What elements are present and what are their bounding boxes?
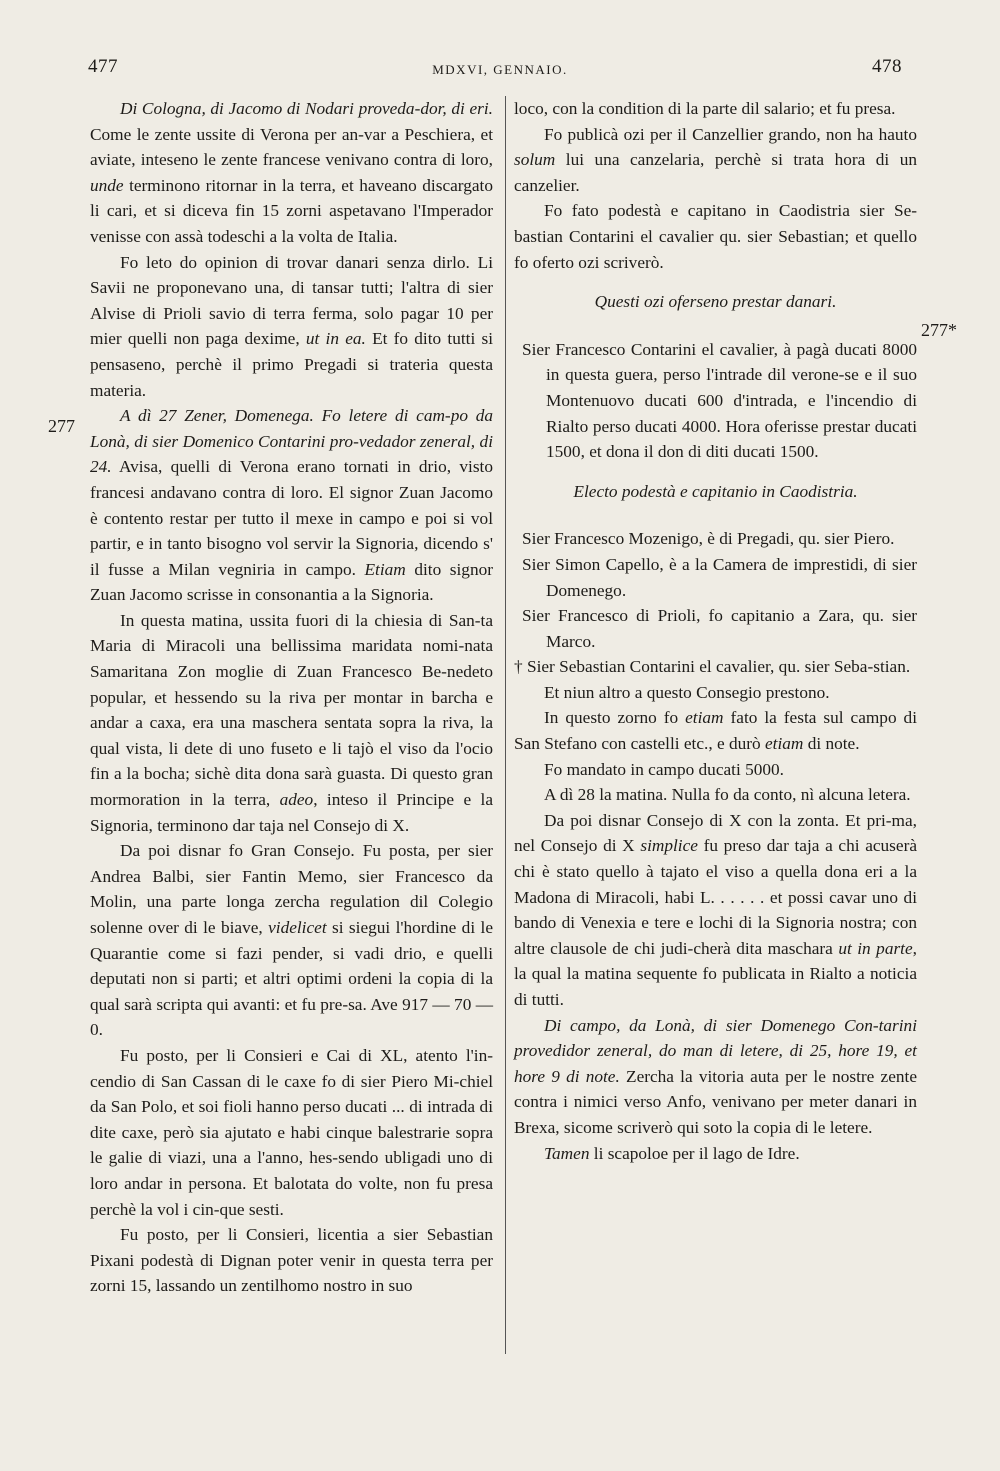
paragraph: Fu posto, per li Consieri, licentia a sier Sebastian Pixani podestà di Dignan poter venir in questa terra per zorni 15, lassando un zentilhomo nostro in suo — [90, 1225, 493, 1296]
running-header-title: MDXVI, GENNAIO. — [432, 62, 568, 77]
text: Zercha la vitoria auta per le nostre zente contra i nimici verso Anfo, venivano per meter danari in Brexa, sicome scriverò qui soto la copia di le letere. — [514, 1066, 917, 1137]
right-column — [514, 96, 917, 1166]
page-number-left: 477 — [88, 56, 118, 77]
italic-text: Di campo, da Lonà, di sier Domenego Con-tarini provedidor zeneral, do man di letere, di 25, hore 19, et hore 9 di note. — [514, 1015, 917, 1086]
paragraph: A dì 28 la matina. Nulla fo da conto, nì alcuna letera. — [544, 785, 911, 805]
text: si siegui l'hordine di le Quarantie come si fazi pender, si vadi drio, e quelli deputati non si parti; et altri optimi ordeni la copia di la qual sarà scripta qui avanti: et fu pre-sa. Ave 917 — 70 — 0. — [90, 918, 493, 1040]
italic-text: etiam — [685, 708, 724, 728]
column-divider — [505, 96, 506, 1354]
text: In questo zorno fo — [544, 708, 686, 728]
paragraph: Et niun altro a questo Consegio prestono. — [544, 682, 830, 702]
paragraph — [90, 403, 493, 608]
candidate-entry: Sier Francesco di Prioli, fo capitanio a Zara, qu. sier Marco. — [522, 606, 917, 651]
italic-text: simplice — [640, 836, 698, 856]
paragraph — [514, 705, 917, 756]
paragraph: Fo fato podestà e capitano in Caodistria sier Se-bastian Contarini el cavalier qu. sier Sebastian; et quello fo oferto ozi scriverò. — [514, 201, 917, 272]
page-number-right: 478 — [872, 56, 902, 77]
text: , inteso il Principe e la Signoria, terminono dar taja nel Consejo di X. — [90, 790, 493, 835]
italic-text: unde — [90, 175, 124, 195]
text: , la qual la matina sequente fo publicata in Rialto a noticia di tutti. — [514, 938, 917, 1009]
italic-text: videlicet — [268, 918, 327, 937]
text: di note. — [803, 734, 860, 754]
paragraph — [90, 608, 493, 838]
text: lui una canzelaria, perchè si trata hora di un canzelier. — [514, 150, 917, 195]
candidate-entry: Sier Simon Capello, è a la Camera de imprestidi, di sier Domenego. — [522, 554, 917, 600]
text: In questa matina, ussita fuori di la chiesia di San-ta Maria di Miracoli una bellissima maridata nomi-nata Samaritana Zon moglie di Zuan Francesco Be-nedeto popular, et hessendo su la riva per montar in barcha e andar a caxa, era una maschera sentata sopra la riva, la qual vista, li dete di uno fuseto e li tajò el viso da l'ocio fin a la bocha; sichè dita dona sarà guasta. Di questo gran mormoration in la terra, — [90, 610, 493, 810]
paragraph: Fo mandato in campo ducati 5000. — [544, 759, 784, 779]
paragraph — [514, 808, 917, 1013]
candidate-entry: Sier Francesco Mozenigo, è di Pregadi, qu. sier Piero. — [522, 529, 895, 549]
candidate-entry-elected: † Sier Sebastian Contarini el cavalier, qu. sier Seba-stian. — [514, 657, 911, 677]
italic-text: adeo — [279, 790, 314, 810]
text: fato la festa sul campo di San Stefano con castelli etc., e durò — [514, 708, 917, 754]
paragraph: Sier Francesco Contarini el cavalier, à pagà ducati 8000 in questa guera, perso l'intrade dil verone-se e il suo Montenuovo ducati 600 d'intrada, e l'incendio di Rialto perso ducati 4000. Hora oferisse prestar ducati 1500, et dona il don di diti ducati 1500. — [522, 339, 917, 462]
text: Fo publicà ozi per il Canzellier grando, non ha hauto — [544, 124, 917, 144]
section-heading: Electo podestà e capitanio in Caodistria. — [573, 481, 858, 501]
text: Fo leto do opinion di trovar danari senza dirlo. Li Savii ne proponevano una, di tansar tutti; l'altra di sier Alvise di Prioli savio di terra ferma, solo pagar 10 per mier quelli non paga dexime, — [90, 252, 493, 349]
italic-text: Di Cologna, di Jacomo di Nodari proveda-dor, di eri. — [120, 99, 493, 118]
text: fu preso dar taja a chi acuserà chi è stato quello à tajato el viso a quella dona eri a la Madona di Miracoli, habi L. . . . . . et possi cavar uno di bando di Venexia e tere e lochi di la Signoria nostra; con altre clausole de chi judi-cherà dita maschara — [514, 836, 917, 958]
left-column — [90, 96, 493, 1299]
text: terminono ritornar in la terra, et haveano discargato li cari, et si diceva fin 15 zorni aspetavano l'Imperador venisse con assà todeschi a la volta de Italia. — [90, 175, 493, 246]
paragraph: Fu posto, per li Consieri e Cai di XL, atento l'in-cendio di San Cassan di le caxe fo di sier Piero Mi-chiel da San Polo, et soi fioli hanno perso ducati ... di intrada di dite caxe, però sia ajutato e habi cinque balestrarie sopra le galie di viazi, una a l'anno, hes-sendo ubligadi uno di loro andar in persona. Et balotata do volte, non fu presa perchè la vol i cin-que sesti. — [90, 1045, 493, 1219]
italic-text: A dì 27 Zener, Domenega. Fo letere di cam-po da Lonà, di sier Domenico Contarini pro-vedador zeneral, di 24. — [90, 406, 493, 477]
italic-text: ut in ea. — [305, 329, 366, 349]
text: Come le zente ussite di Verona per an-var a Peschiera, et aviate, inteseno le zente francese venivano contra di loro, — [90, 124, 493, 170]
italic-text: etiam — [764, 734, 804, 754]
text: Avisa, quelli di Verona erano tornati in drio, visto francesi andavano contra di loro. El signor Zuan Jacomo è contento restar per tutto il mexe in campo e poi si vol partir, e in tanto bisogno vol servir la Signoria, dicendo s' il fusse a Milan vegniria in campo. — [90, 457, 493, 579]
text: Da poi disnar fo Gran Consejo. Fu posta, per sier Andrea Balbi, sier Fantin Memo, sier Francesco da Molin, una parte longa zercha regulation dil Colegio solenne over di le biave, — [90, 841, 493, 937]
text: Et fo dito tutti si pensaseno, perchè il primo Pregadi si trateria questa materia. — [90, 329, 493, 400]
section-heading: Questi ozi oferseno prestar danari. — [594, 292, 837, 312]
paragraph — [514, 122, 917, 199]
paragraph — [90, 250, 493, 404]
italic-text: solum — [514, 150, 556, 170]
italic-text: Etiam — [364, 559, 406, 579]
margin-column-marker-right: 277* — [921, 320, 957, 340]
paragraph — [90, 96, 493, 250]
paragraph — [514, 1013, 917, 1141]
italic-text: ut in parte — [838, 938, 913, 958]
margin-column-marker-left: 277 — [48, 416, 75, 436]
text: Da poi disnar Consejo di X con la zonta. Et pri-ma, nel Consejo di X — [514, 810, 917, 856]
paragraph — [514, 1141, 917, 1167]
text: dito signor Zuan Jacomo scrisse in consonantia a la Signoria. — [90, 559, 493, 605]
italic-text: Tamen — [544, 1143, 590, 1163]
paragraph: loco, con la condition di la parte dil salario; et fu presa. — [514, 99, 896, 118]
paragraph — [90, 838, 493, 1043]
text: li scapoloe per il lago de Idre. — [589, 1143, 800, 1163]
